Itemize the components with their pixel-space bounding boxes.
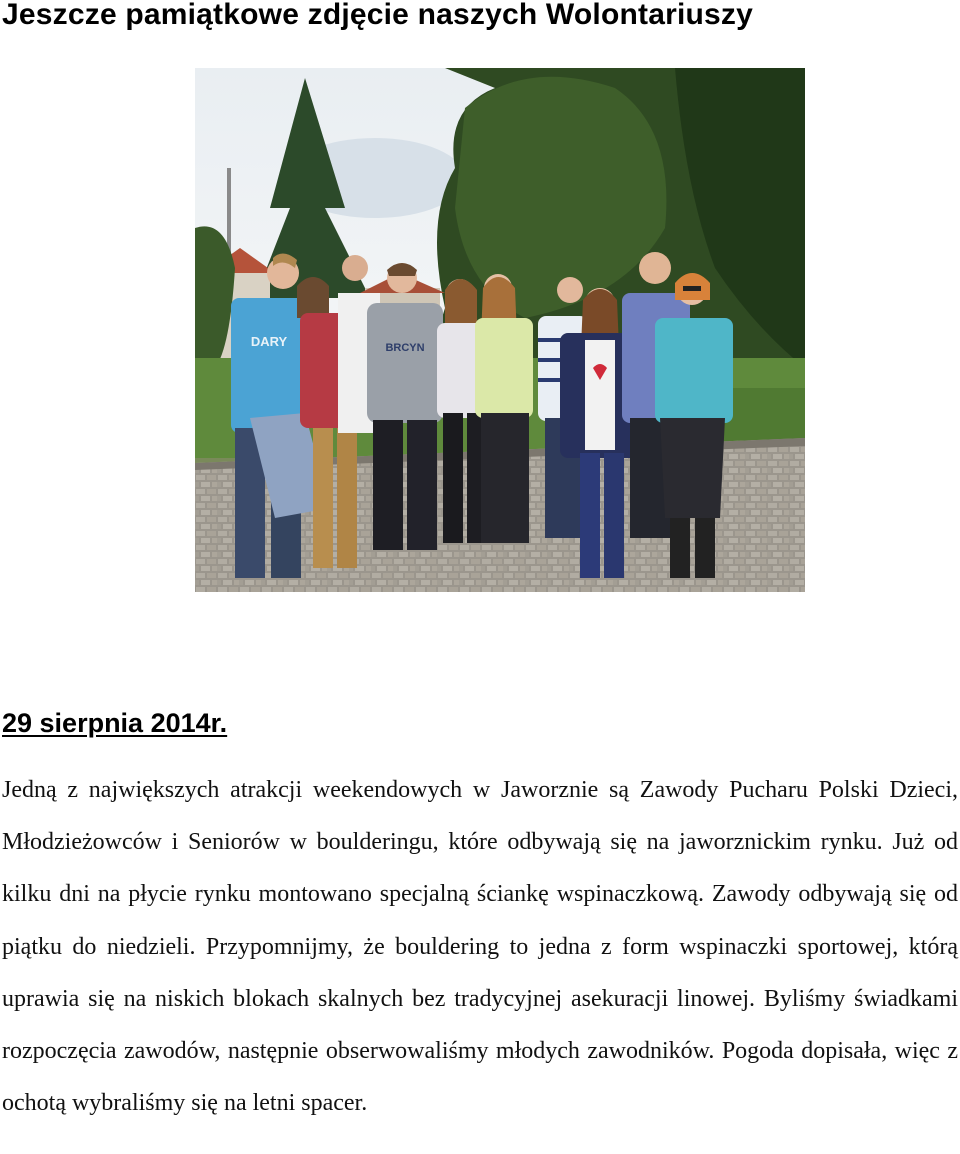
group-photo-illustration bbox=[195, 68, 805, 592]
page-heading: Jeszcze pamiątkowe zdjęcie naszych Wolontariuszy bbox=[2, 0, 753, 31]
volunteers-group-photo bbox=[195, 68, 805, 592]
article-body: Jedną z największych atrakcji weekendowych w Jaworznie są Zawody Pucharu Polski Dzieci, Młodzieżowców i Seniorów w boulderingu, które odbywają się na jaworznickim rynku. Już od kilku dni na płycie rynku montowano specjalną ściankę wspinaczkową. Zawody odbywają się od piątku do niedzieli. Przypomnijmy, że bouldering to jedna z form wspinaczki sportowej, którą uprawia się na niskich blokach skalnych bez tradycyjnej asekuracji linowej. Byliśmy świadkami rozpoczęcia zawodów, następnie obserwowaliśmy młodych zawodników. Pogoda dopisała, więc z ochotą wybraliśmy się na letni spacer. bbox=[2, 777, 958, 1117]
article-date: 29 sierpnia 2014r. bbox=[2, 708, 228, 738]
shirt-print-middle: BRCYN bbox=[385, 342, 425, 354]
shirt-print-left: DARY bbox=[250, 334, 288, 349]
